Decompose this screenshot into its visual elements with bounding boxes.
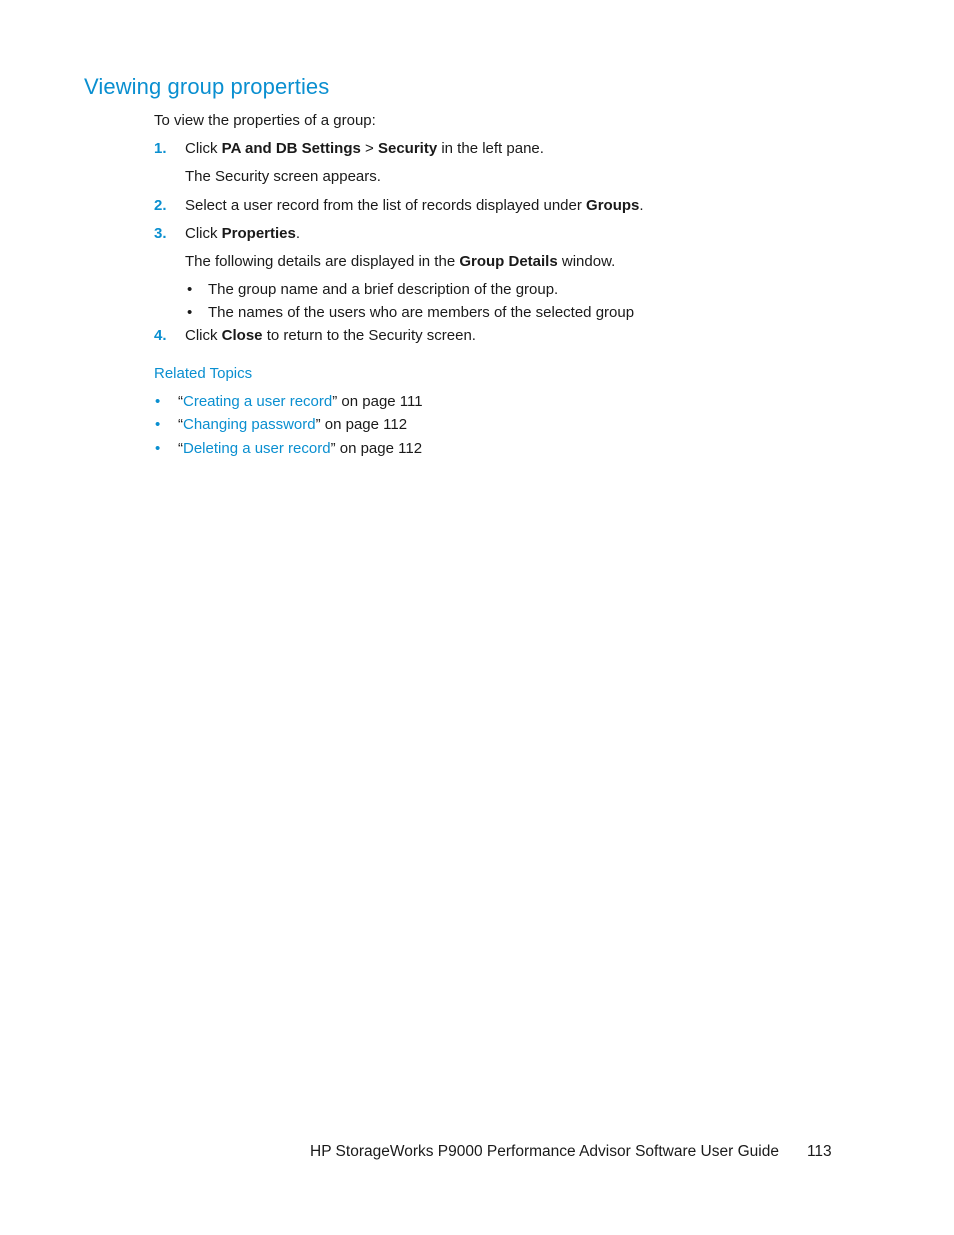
step-text: .: [295, 225, 301, 242]
bullet-text: The names of the users who are members of the selected group: [208, 304, 635, 321]
quote-open: “: [178, 393, 183, 410]
step-text: Select a user record from the list of records displayed under: [185, 197, 587, 214]
step-text: in the left pane.: [437, 140, 544, 157]
link-creating-user-record[interactable]: Creating a user record: [183, 393, 333, 410]
step-number: 1.: [154, 140, 167, 157]
step-text: The following details are displayed in the: [185, 253, 460, 270]
intro-text: To view the properties of a group:: [154, 112, 376, 129]
page-ref: ” on page 112: [330, 440, 423, 457]
detail-bullet: [187, 304, 634, 321]
step-3-result: [185, 253, 615, 270]
page-number: 113: [806, 1143, 832, 1160]
step-text: .: [639, 197, 644, 214]
ui-term: Security: [377, 140, 438, 157]
bullet-icon: •: [187, 304, 193, 321]
step-number: 3.: [154, 225, 167, 242]
ui-term: Group Details: [459, 253, 558, 270]
step-text: Click: [185, 140, 222, 157]
section-heading: Viewing group properties: [84, 74, 330, 99]
link-deleting-user-record[interactable]: Deleting a user record: [183, 440, 331, 457]
step-3: [154, 225, 300, 242]
related-topic-item: [155, 393, 423, 410]
quote-open: “: [178, 416, 183, 433]
related-topic-item: [155, 416, 407, 433]
bullet-text: The group name and a brief description of the group.: [208, 281, 559, 298]
step-number: 2.: [154, 197, 167, 214]
page-ref: ” on page 112: [315, 416, 408, 433]
bullet-icon: •: [155, 440, 161, 457]
step-text: Click: [185, 327, 222, 344]
footer-title: HP StorageWorks P9000 Performance Advisor Software User Guide: [310, 1143, 779, 1160]
detail-bullet: [187, 281, 558, 298]
bullet-icon: •: [155, 393, 161, 410]
step-text: Click: [185, 225, 222, 242]
quote-open: “: [178, 440, 183, 457]
step-text: to return to the Security screen.: [262, 327, 476, 344]
related-topics-heading: Related Topics: [154, 365, 253, 382]
ui-term: Groups: [586, 197, 640, 214]
related-topic-item: [155, 440, 422, 457]
step-4: [154, 327, 476, 344]
bullet-icon: •: [155, 416, 161, 433]
bullet-icon: •: [187, 281, 193, 298]
step-2: [154, 197, 644, 214]
step-number: 4.: [154, 327, 167, 344]
ui-term: PA and DB Settings: [221, 140, 361, 157]
step-text: >: [360, 140, 378, 157]
page-footer: [310, 1143, 832, 1161]
ui-term: Properties: [221, 225, 296, 242]
link-changing-password[interactable]: Changing password: [183, 416, 316, 433]
step-1-result: The Security screen appears.: [185, 168, 381, 185]
step-1: [154, 140, 544, 157]
page-ref: ” on page 111: [332, 393, 423, 410]
ui-term: Close: [221, 327, 263, 344]
step-text: window.: [557, 253, 616, 270]
